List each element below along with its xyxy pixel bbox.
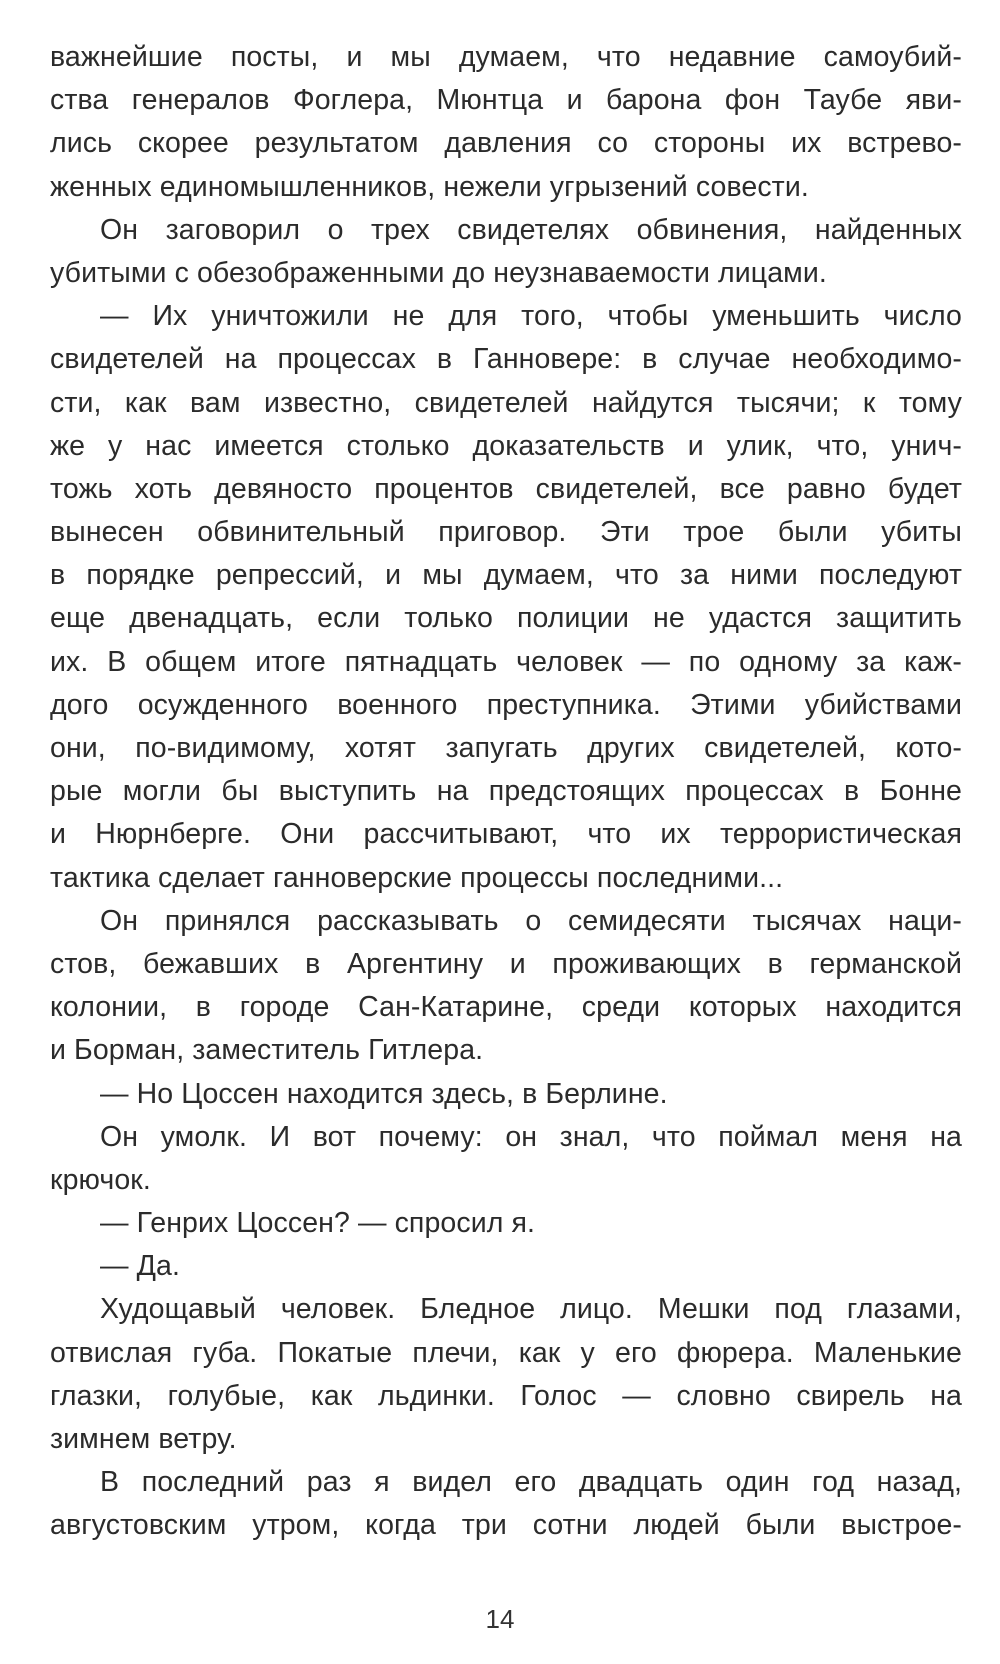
text-line: их. В общем итоге пятнадцать человек — по одному за каж- [50,645,962,678]
text-line: Он умолк. И вот почему: он знал, что поймал меня на [100,1120,962,1153]
text-line: — Генрих Цоссен? — спросил я. [100,1207,536,1240]
text-line: — Их уничтожили не для того, чтобы уменьшить число [100,300,962,333]
text-line: ства генералов Фоглера, Мюнтца и барона фон Таубе яви- [50,84,962,117]
text-line: августовским утром, когда три сотни людей были выстрое- [50,1509,962,1542]
book-page-text [50,36,962,1548]
text-line: и Нюрнберге. Они рассчитывают, что их террористическая [50,818,962,851]
text-line: — Да. [100,1250,180,1283]
text-line: вынесен обвинительный приговор. Эти трое были убиты [50,516,962,549]
text-line: Он заговорил о трех свидетелях обвинения, найденных [100,213,962,246]
text-line: еще двенадцать, если только полиции не удастся защитить [50,602,962,635]
text-line: важнейшие посты, и мы думаем, что недавние самоубий- [50,41,962,73]
text-line: глазки, голубые, как льдинки. Голос — словно свирель на [50,1379,962,1412]
text-line: лись скорее результатом давления со стороны их встрево- [50,127,962,160]
text-line: тактика сделает ганноверские процессы последними... [50,861,784,894]
text-line: дого осужденного военного преступника. Этими убийствами [50,688,962,721]
text-line: женных единомышленников, нежели угрызений совести. [50,170,809,203]
text-line: и Борман, заместитель Гитлера. [50,1034,484,1067]
text-line: — Но Цоссен находится здесь, в Берлине. [100,1077,668,1110]
text-line: свидетелей на процессах в Ганновере: в случае необходимо- [50,343,962,376]
text-line: крючок. [50,1163,151,1196]
text-line: колонии, в городе Сан-Катарине, среди которых находится [50,991,962,1024]
text-line: тожь хоть девяносто процентов свидетелей, все равно будет [50,472,962,505]
text-line: В последний раз я видел его двадцать один год назад, [100,1466,962,1499]
page-number: 14 [485,1604,515,1634]
text-line: они, по-видимому, хотят запугать других свидетелей, кото- [50,732,962,764]
text-line: Худощавый человек. Бледное лицо. Мешки под глазами, [100,1293,962,1326]
text-line: в порядке репрессий, и мы думаем, что за ними последуют [50,559,962,592]
text-line: рые могли бы выступить на предстоящих процессах в Бонне [50,775,962,808]
text-line: же у нас имеется столько доказательств и улик, что, унич- [50,429,962,462]
text-line: убитыми с обезображенными до неузнаваемости лицами. [50,256,827,289]
text-line: отвислая губа. Покатые плечи, как у его фюрера. Маленькие [50,1336,962,1369]
text-line: сти, как вам известно, свидетелей найдутся тысячи; к тому [50,386,962,419]
text-line: зимнем ветру. [50,1423,237,1455]
text-line: стов, бежавших в Аргентину и проживающих в германской [50,947,962,980]
text-line: Он принялся рассказывать о семидесяти тысячах наци- [100,904,962,937]
